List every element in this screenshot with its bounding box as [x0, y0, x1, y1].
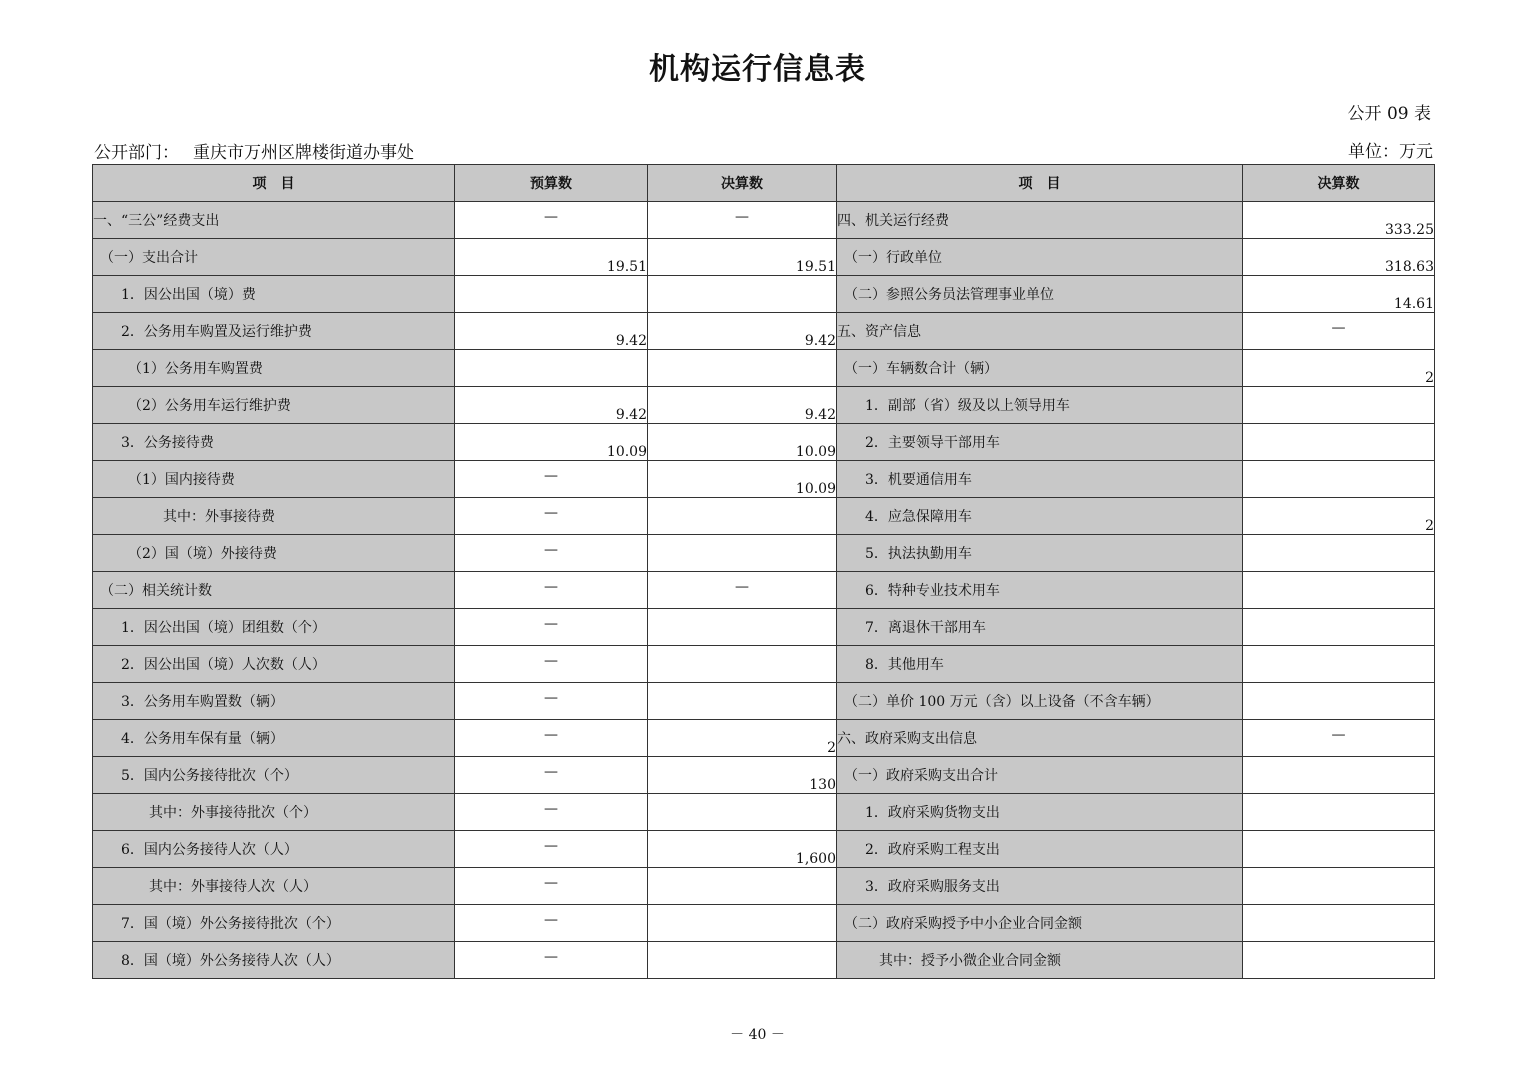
- left-final-cell: [648, 535, 837, 572]
- header-right-final: 决算数: [1243, 165, 1435, 202]
- right-final-cell: 2: [1243, 350, 1435, 387]
- left-final-cell: [648, 350, 837, 387]
- left-final-cell: [648, 202, 837, 239]
- right-item-cell: 五、资产信息: [837, 313, 1243, 350]
- left-budget-cell: [455, 720, 648, 757]
- right-final-cell: [1243, 572, 1435, 609]
- left-final-cell: 9.42: [648, 387, 837, 424]
- right-final-cell: [1243, 720, 1435, 757]
- left-item-cell: 4．公务用车保有量（辆）: [93, 720, 455, 757]
- table-row: [93, 831, 1435, 868]
- right-item-cell: 六、政府采购支出信息: [837, 720, 1243, 757]
- table-row: [93, 461, 1435, 498]
- dash-mark: —: [1331, 727, 1346, 743]
- left-budget-cell: 9.42: [455, 387, 648, 424]
- dash-mark: —: [544, 505, 558, 521]
- page-number: － 40 －: [730, 1027, 785, 1043]
- right-final-cell: 318.63: [1243, 239, 1435, 276]
- left-item-cell: （二）相关统计数: [93, 572, 455, 609]
- right-item-cell: （二）单价 100 万元（含）以上设备（不含车辆）: [837, 683, 1243, 720]
- right-item-cell: 其中：授予小微企业合同金额: [837, 942, 1243, 979]
- dash-mark: —: [544, 690, 558, 706]
- left-final-cell: [648, 794, 837, 831]
- dash-mark: —: [544, 949, 558, 965]
- table-row: [93, 757, 1435, 794]
- dash-mark: —: [735, 579, 749, 595]
- table-row: [93, 905, 1435, 942]
- header-left-item: 项 目: [93, 165, 455, 202]
- left-final-cell: [648, 498, 837, 535]
- right-item-cell: 2．主要领导干部用车: [837, 424, 1243, 461]
- left-budget-cell: [455, 757, 648, 794]
- left-final-cell: [648, 683, 837, 720]
- right-final-cell: [1243, 387, 1435, 424]
- left-budget-cell: [455, 905, 648, 942]
- department-name: 重庆市万州区牌楼街道办事处: [193, 143, 414, 163]
- right-item-cell: 3．政府采购服务支出: [837, 868, 1243, 905]
- left-budget-cell: [455, 794, 648, 831]
- table-row: [93, 313, 1435, 350]
- table-body: [93, 202, 1435, 979]
- left-final-cell: [648, 646, 837, 683]
- left-budget-cell: [455, 572, 648, 609]
- left-item-cell: （1）国内接待费: [93, 461, 455, 498]
- left-item-cell: 其中：外事接待费: [93, 498, 455, 535]
- table-row: [93, 276, 1435, 313]
- left-item-cell: 8．国（境）外公务接待人次（人）: [93, 942, 455, 979]
- right-item-cell: 1．副部（省）级及以上领导用车: [837, 387, 1243, 424]
- left-budget-cell: [455, 535, 648, 572]
- department-line: [94, 138, 414, 163]
- left-budget-cell: [455, 202, 648, 239]
- right-final-cell: [1243, 683, 1435, 720]
- right-item-cell: 8．其他用车: [837, 646, 1243, 683]
- unit-label: 单位：万元: [1348, 142, 1433, 162]
- table-row: [93, 683, 1435, 720]
- dash-mark: —: [544, 875, 558, 891]
- left-budget-cell: [455, 498, 648, 535]
- table-row: [93, 498, 1435, 535]
- left-budget-cell: 19.51: [455, 239, 648, 276]
- table-row: [93, 350, 1435, 387]
- left-final-cell: 10.09: [648, 461, 837, 498]
- table-row: [93, 868, 1435, 905]
- right-final-cell: [1243, 535, 1435, 572]
- left-final-cell: 19.51: [648, 239, 837, 276]
- dash-mark: —: [544, 209, 558, 225]
- left-budget-cell: 9.42: [455, 313, 648, 350]
- left-item-cell: 一、“三公”经费支出: [93, 202, 455, 239]
- dash-mark: —: [544, 764, 558, 780]
- right-item-cell: （一）政府采购支出合计: [837, 757, 1243, 794]
- right-final-cell: [1243, 646, 1435, 683]
- right-item-cell: （二）政府采购授予中小企业合同金额: [837, 905, 1243, 942]
- left-item-cell: 1．因公出国（境）费: [93, 276, 455, 313]
- table-row: [93, 387, 1435, 424]
- left-item-cell: 6．国内公务接待人次（人）: [93, 831, 455, 868]
- dash-mark: —: [1331, 320, 1346, 336]
- right-item-cell: （一）车辆数合计（辆）: [837, 350, 1243, 387]
- right-final-cell: [1243, 461, 1435, 498]
- left-budget-cell: [455, 831, 648, 868]
- left-item-cell: 7．国（境）外公务接待批次（个）: [93, 905, 455, 942]
- table-row: [93, 609, 1435, 646]
- left-final-cell: 10.09: [648, 424, 837, 461]
- right-final-cell: [1243, 424, 1435, 461]
- dash-mark: —: [544, 468, 558, 484]
- header-left-budget: 预算数: [455, 165, 648, 202]
- table-row: [93, 424, 1435, 461]
- right-final-cell: [1243, 868, 1435, 905]
- dash-mark: —: [544, 542, 558, 558]
- right-final-cell: 14.61: [1243, 276, 1435, 313]
- left-item-cell: 3．公务用车购置数（辆）: [93, 683, 455, 720]
- left-budget-cell: [455, 350, 648, 387]
- left-final-cell: [648, 572, 837, 609]
- left-final-cell: 130: [648, 757, 837, 794]
- header-row: [93, 165, 1435, 202]
- header-right-item: 项 目: [837, 165, 1243, 202]
- right-final-cell: [1243, 905, 1435, 942]
- right-item-cell: 7．离退休干部用车: [837, 609, 1243, 646]
- dash-mark: —: [544, 579, 558, 595]
- left-item-cell: （2）公务用车运行维护费: [93, 387, 455, 424]
- right-item-cell: 6．特种专业技术用车: [837, 572, 1243, 609]
- right-item-cell: 2．政府采购工程支出: [837, 831, 1243, 868]
- dash-mark: —: [544, 616, 558, 632]
- right-final-cell: [1243, 831, 1435, 868]
- dash-mark: —: [544, 912, 558, 928]
- department-label: 公开部门：: [94, 143, 179, 163]
- left-budget-cell: [455, 276, 648, 313]
- right-final-cell: [1243, 757, 1435, 794]
- left-final-cell: [648, 868, 837, 905]
- left-item-cell: 1．因公出国（境）团组数（个）: [93, 609, 455, 646]
- left-item-cell: 3．公务接待费: [93, 424, 455, 461]
- table-row: [93, 794, 1435, 831]
- right-final-cell: [1243, 313, 1435, 350]
- page-title: 机构运行信息表: [649, 52, 866, 87]
- right-final-cell: 333.25: [1243, 202, 1435, 239]
- left-item-cell: （一）支出合计: [93, 239, 455, 276]
- left-final-cell: [648, 942, 837, 979]
- right-final-cell: [1243, 794, 1435, 831]
- right-final-cell: [1243, 609, 1435, 646]
- header-left-final: 决算数: [648, 165, 837, 202]
- left-final-cell: 1,600: [648, 831, 837, 868]
- table-row: [93, 572, 1435, 609]
- left-final-cell: 2: [648, 720, 837, 757]
- left-final-cell: [648, 905, 837, 942]
- right-item-cell: 3．机要通信用车: [837, 461, 1243, 498]
- left-item-cell: 2．公务用车购置及运行维护费: [93, 313, 455, 350]
- left-item-cell: （1）公务用车购置费: [93, 350, 455, 387]
- left-final-cell: [648, 609, 837, 646]
- right-item-cell: 5．执法执勤用车: [837, 535, 1243, 572]
- left-budget-cell: [455, 868, 648, 905]
- table-row: [93, 646, 1435, 683]
- dash-mark: —: [544, 653, 558, 669]
- right-item-cell: 四、机关运行经费: [837, 202, 1243, 239]
- table-row: [93, 202, 1435, 239]
- right-item-cell: 1．政府采购货物支出: [837, 794, 1243, 831]
- dash-mark: —: [544, 727, 558, 743]
- left-budget-cell: [455, 942, 648, 979]
- left-final-cell: [648, 276, 837, 313]
- right-item-cell: （一）行政单位: [837, 239, 1243, 276]
- left-item-cell: 2．因公出国（境）人次数（人）: [93, 646, 455, 683]
- table-number: 公开 09 表: [1347, 104, 1431, 124]
- left-item-cell: 5．国内公务接待批次（个）: [93, 757, 455, 794]
- right-item-cell: （二）参照公务员法管理事业单位: [837, 276, 1243, 313]
- left-item-cell: 其中：外事接待批次（个）: [93, 794, 455, 831]
- right-item-cell: 4．应急保障用车: [837, 498, 1243, 535]
- left-budget-cell: [455, 609, 648, 646]
- dash-mark: —: [735, 209, 749, 225]
- dash-mark: —: [544, 838, 558, 854]
- left-item-cell: （2）国（境）外接待费: [93, 535, 455, 572]
- info-table: [92, 164, 1435, 979]
- left-final-cell: 9.42: [648, 313, 837, 350]
- table-row: [93, 535, 1435, 572]
- left-budget-cell: [455, 683, 648, 720]
- left-budget-cell: 10.09: [455, 424, 648, 461]
- left-item-cell: 其中：外事接待人次（人）: [93, 868, 455, 905]
- table-row: [93, 239, 1435, 276]
- left-budget-cell: [455, 646, 648, 683]
- right-final-cell: [1243, 942, 1435, 979]
- table-row: [93, 942, 1435, 979]
- left-budget-cell: [455, 461, 648, 498]
- right-final-cell: 2: [1243, 498, 1435, 535]
- table-row: [93, 720, 1435, 757]
- dash-mark: —: [544, 801, 558, 817]
